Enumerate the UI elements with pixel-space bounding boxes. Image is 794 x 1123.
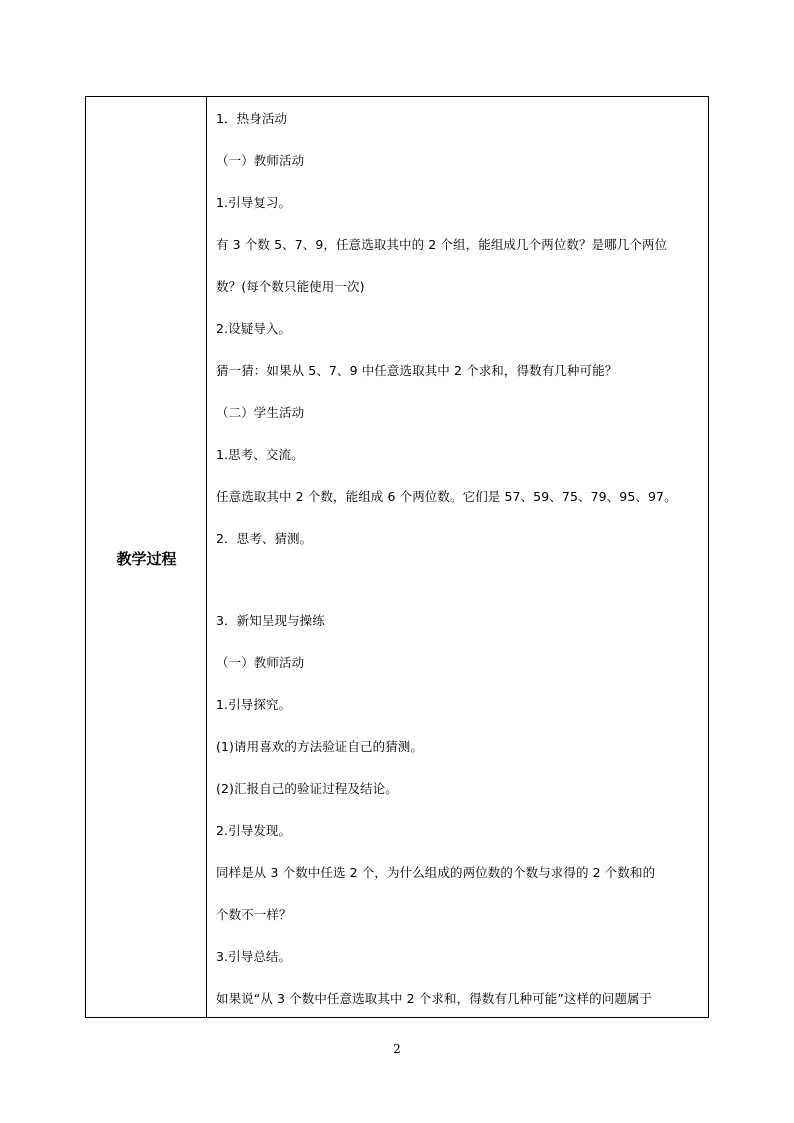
page-number: 2 (393, 1042, 401, 1056)
paragraph-line: 个数不一样？ (216, 907, 292, 922)
paragraph-line: （一）教师活动 (216, 153, 305, 168)
paragraph-line: （二）学生活动 (216, 405, 305, 420)
paragraph-line: 1.引导探究。 (216, 697, 292, 712)
paragraph-line: 1.思考、交流。 (216, 447, 304, 462)
paragraph-line: 2．思考、猜测。 (216, 531, 313, 546)
lesson-plan-table (85, 96, 709, 1018)
paragraph-line: 数？(每个数只能使用一次) (216, 279, 365, 294)
paragraph-line: 同样是从 3 个数中任选 2 个，为什么组成的两位数的个数与求得的 2 个数和的 (216, 865, 656, 880)
paragraph-line: 2.引导发现。 (216, 823, 292, 838)
section-label-cell (86, 97, 207, 1017)
section-content-cell (207, 97, 708, 1017)
paragraph-line: (2)汇报自己的验证过程及结论。 (216, 781, 398, 796)
paragraph-line: 3．新知呈现与操练 (216, 613, 325, 628)
paragraph-line: 有 3 个数 5、7、9，任意选取其中的 2 个组，能组成几个两位数？是哪几个两位 (216, 237, 668, 252)
paragraph-line: 猜一猜：如果从 5、7、9 中任意选取其中 2 个求和，得数有几种可能？ (216, 363, 618, 378)
paragraph-line: （一）教师活动 (216, 655, 305, 670)
paragraph-line: 2.设疑导入。 (216, 321, 292, 336)
paragraph-line: 3.引导总结。 (216, 949, 292, 964)
paragraph-line: (1)请用喜欢的方法验证自己的猜测。 (216, 739, 424, 754)
paragraph-line: 如果说“从 3 个数中任意选取其中 2 个求和，得数有几种可能”这样的问题属于 (216, 991, 653, 1006)
paragraph-line: 1．热身活动 (216, 111, 288, 126)
section-label: 教学过程 (116, 550, 177, 568)
paragraph-line: 任意选取其中 2 个数，能组成 6 个两位数。它们是 57、59、75、79、95、97。 (216, 489, 677, 504)
paragraph-line: 1.引导复习。 (216, 195, 292, 210)
